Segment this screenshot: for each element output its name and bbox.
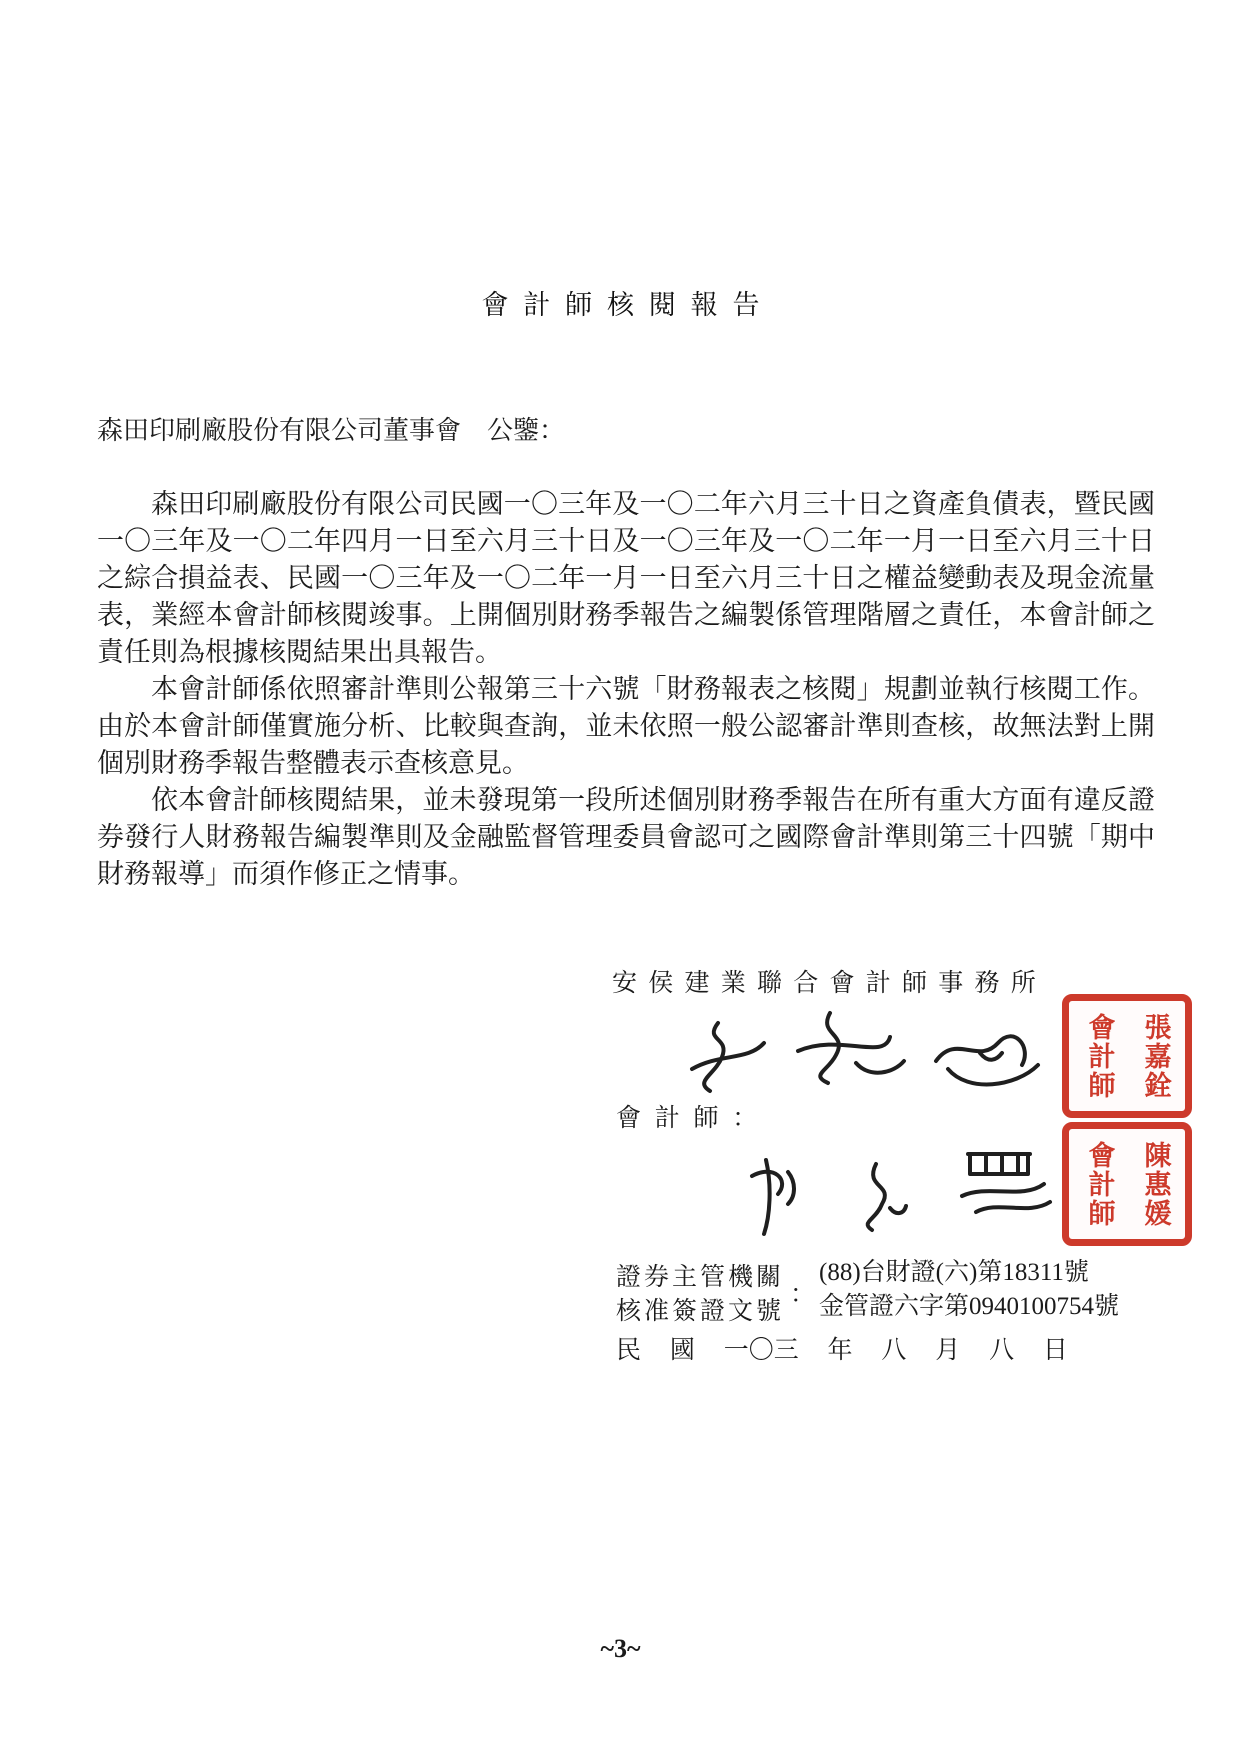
approval-block [616,1256,1119,1329]
signature-2-handwriting [730,1138,1070,1240]
approval-label-line2: 核准簽證文號 [616,1298,785,1325]
signature-1-handwriting [680,1003,1060,1108]
date-item: 一〇三 [723,1337,799,1364]
page-number: ~3~ [600,1634,641,1663]
report-body [97,486,1155,893]
date-line [616,1330,1068,1366]
page-title: 會計師核閱報告 [481,290,775,320]
approval-value-line1: (88)台財證(六)第18311號 [819,1259,1089,1286]
paragraph-basis: 本會計師係依照審計準則公報第三十六號「財務報表之核閱」規劃並執行核閱工作。由於本會計師僅實施分析、比較與查詢，並未依照一般公認審計準則查核，故無法對上開個別財務季報告整體表示查核意見。 [97,674,1155,778]
paragraph-scope: 森田印刷廠股份有限公司民國一〇三年及一〇二年六月三十日之資產負債表，暨民國一〇三年及一〇二年四月一日至六月三十日及一〇三年及一〇二年一月一日至六月三十日之綜合損益表、民國一〇三年及一〇二年一月一日至六月三十日之權益變動表及現金流量表，業經本會計師核閱竣事。上開個別財務季報告之編製係管理階層之責任，本會計師之責任則為根據核閱結果出具報告。 [97,489,1155,667]
approval-value-line2: 金管證六字第0940100754號 [819,1293,1120,1320]
paragraph-conclusion: 依本會計師核閱結果，並未發現第一段所述個別財務季報告在所有重大方面有違反證券發行人財務報告編製準則及金融監督管理委員會認可之國際會計準則第三十四號「期中財務報導」而須作修正之情事。 [97,785,1155,889]
date-item: 日 [1042,1337,1068,1364]
cpa-seal-1 [1062,994,1192,1118]
approval-values [819,1256,1119,1324]
seal-1-name-column: 張嘉銓 [1140,1012,1171,1100]
seal-2-name-column: 陳惠媛 [1140,1140,1171,1228]
date-item: 月 [935,1337,961,1364]
date-item: 民 [616,1337,642,1364]
cpa-seal-2 [1062,1122,1192,1246]
approval-labels [616,1256,784,1329]
addressee-line: 森田印刷廠股份有限公司董事會 公鑒： [97,416,566,445]
firm-name: 安侯建業聯合會計師事務所 [612,970,1048,997]
date-item: 國 [669,1337,695,1364]
approval-label-line1: 證券主管機關 [616,1264,785,1291]
cpa-label: 會計師： [616,1105,772,1132]
approval-colon: ： [790,1281,816,1308]
seal-1-title-column: 會計師 [1084,1012,1115,1100]
date-item: 年 [827,1337,853,1364]
date-item: 八 [989,1337,1015,1364]
date-item: 八 [881,1337,907,1364]
seal-2-title-column: 會計師 [1084,1140,1115,1228]
